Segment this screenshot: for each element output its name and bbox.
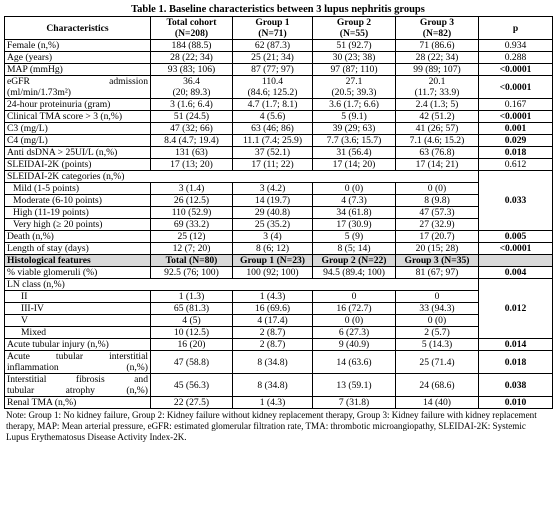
table-title: Table 1. Baseline characteristics between 3 lupus nephritis groups: [131, 4, 425, 15]
value-cell: 81 (67; 97): [396, 267, 479, 279]
value-cell: 17 (30.9): [313, 219, 396, 231]
data-row: [5, 159, 553, 171]
value-cell: 110 (52.9): [151, 207, 233, 219]
p-value-cell: <0.0001: [479, 76, 553, 99]
row-label: Mixed: [5, 327, 151, 339]
value-cell: 51 (92.7): [313, 40, 396, 52]
row-label: II: [5, 291, 151, 303]
value-cell: 8 (5; 14): [313, 243, 396, 255]
value-cell: 6 (27.3): [313, 327, 396, 339]
p-value-cell: 0.018: [479, 351, 553, 374]
value-cell: 34 (61.8): [313, 207, 396, 219]
value-cell: 4 (17.4): [233, 315, 313, 327]
value-cell: 87 (77; 97): [233, 64, 313, 76]
value-cell: 11.1 (7.4; 25.9): [233, 135, 313, 147]
row-label: Clinical TMA score > 3 (n,%): [5, 111, 151, 123]
p-value-cell: 0.010: [479, 397, 553, 409]
value-cell: 17 (14; 20): [313, 159, 396, 171]
data-row: [5, 111, 553, 123]
row-label: C4 (mg/L): [5, 135, 151, 147]
value-cell: 37 (52.1): [233, 147, 313, 159]
value-cell: 3 (4): [233, 231, 313, 243]
value-cell: 30 (23; 38): [313, 52, 396, 64]
value-cell: 1 (1.3): [151, 291, 233, 303]
header-row: [5, 17, 553, 40]
value-cell: 100 (92; 100): [233, 267, 313, 279]
value-cell: 8 (34.8): [233, 351, 313, 374]
value-cell: 8 (9.8): [396, 195, 479, 207]
value-cell: 24 (68.6): [396, 374, 479, 397]
value-cell: 16 (20): [151, 339, 233, 351]
value-cell: 13 (59.1): [313, 374, 396, 397]
p-value-cell: 0.612: [479, 159, 553, 171]
value-cell: 4.7 (1.7; 8.1): [233, 99, 313, 111]
data-row: [5, 64, 553, 76]
histology-header-cell: Total (N=80): [151, 255, 233, 267]
histology-row: [5, 374, 553, 397]
value-cell: 63 (76.8): [396, 147, 479, 159]
value-cell: 51 (24.5): [151, 111, 233, 123]
p-value-cell: 0.005: [479, 231, 553, 243]
value-cell: 17 (13; 20): [151, 159, 233, 171]
value-cell: 14 (63.6): [313, 351, 396, 374]
value-cell: 3 (1.6; 6.4): [151, 99, 233, 111]
p-value-cell: <0.0001: [479, 111, 553, 123]
value-cell: 39 (29; 63): [313, 123, 396, 135]
value-cell: 1 (4.3): [233, 397, 313, 409]
value-cell: 7.1 (4.6; 15.2): [396, 135, 479, 147]
header-cell: p: [479, 17, 553, 40]
row-label: Mild (1-5 points): [5, 183, 151, 195]
row-label: Renal TMA (n,%): [5, 397, 151, 409]
value-cell: 16 (69.6): [233, 303, 313, 315]
data-row: [5, 123, 553, 135]
header-cell: Group 2 (N=55): [313, 17, 396, 40]
histology-header-cell: Group 2 (N=22): [313, 255, 396, 267]
value-cell: 71 (86.6): [396, 40, 479, 52]
header-cell: Total cohort (N=208): [151, 17, 233, 40]
value-cell: 27.1 (20.5; 39.3): [313, 76, 396, 99]
value-cell: 1 (4.3): [233, 291, 313, 303]
ln-class-row: [5, 291, 553, 303]
row-label: C3 (mg/L): [5, 123, 151, 135]
value-cell: 25 (71.4): [396, 351, 479, 374]
value-cell: 62 (87.3): [233, 40, 313, 52]
data-row: [5, 99, 553, 111]
value-cell: 92.5 (76; 100): [151, 267, 233, 279]
value-cell: 7 (31.8): [313, 397, 396, 409]
value-cell: 47 (57.3): [396, 207, 479, 219]
value-cell: 8.4 (4.7; 19.4): [151, 135, 233, 147]
value-cell: 131 (63): [151, 147, 233, 159]
value-cell: 16 (72.7): [313, 303, 396, 315]
value-cell: 5 (9): [313, 231, 396, 243]
header-cell: Characteristics: [5, 17, 151, 40]
row-label: Acute tubular injury (n,%): [5, 339, 151, 351]
row-label: Length of stay (days): [5, 243, 151, 255]
data-row: [5, 231, 553, 243]
ln-class-header-row: [5, 279, 553, 291]
row-label: Death (n,%): [5, 231, 151, 243]
p-value-cell: 0.014: [479, 339, 553, 351]
p-value-cell: 0.934: [479, 40, 553, 52]
ln-class-row: [5, 327, 553, 339]
histology-header-row: [5, 255, 553, 267]
row-label: SLEIDAI-2K (points): [5, 159, 151, 171]
baseline-characteristics-table: [4, 16, 553, 409]
table-note: Note: Group 1: No kidney failure, Group 2: Kidney failure without kidney replacement therapy, Group 3: Kidney failure with kidney replacement therapy, MAP: Mean arterial pressure, eGFR: estimated glomerular filtration rate, TMA: thrombotic microangiopathy, SLEIDAI-2K: Systemic Lupus Erythematosus Disease Activity Index-2K.: [6, 410, 537, 442]
sleidai-category-row: [5, 195, 553, 207]
p-value-cell: 0.001: [479, 123, 553, 135]
p-value-cell: 0.038: [479, 374, 553, 397]
p-value-cell: 0.004: [479, 267, 553, 279]
value-cell: 28 (22; 34): [151, 52, 233, 64]
value-cell: 5 (14.3): [396, 339, 479, 351]
value-cell: 20 (15; 28): [396, 243, 479, 255]
ln-class-row: [5, 315, 553, 327]
value-cell: 4 (7.3): [313, 195, 396, 207]
value-cell: 99 (89; 107): [396, 64, 479, 76]
value-cell: 27 (32.9): [396, 219, 479, 231]
histology-row: [5, 351, 553, 374]
value-cell: 69 (33.2): [151, 219, 233, 231]
value-cell: 4 (5): [151, 315, 233, 327]
sleidai-category-header-row: [5, 171, 553, 183]
value-cell: 26 (12.5): [151, 195, 233, 207]
row-label: III-IV: [5, 303, 151, 315]
value-cell: 8 (34.8): [233, 374, 313, 397]
row-label: Age (years): [5, 52, 151, 64]
value-cell: 3 (1.4): [151, 183, 233, 195]
value-cell: 28 (22; 34): [396, 52, 479, 64]
value-cell: 20.1 (11.7; 33.9): [396, 76, 479, 99]
histology-header-cell: Group 3 (N=35): [396, 255, 479, 267]
p-value-cell: <0.0001: [479, 243, 553, 255]
row-label: Anti dsDNA > 25UI/L (n,%): [5, 147, 151, 159]
value-cell: 41 (26; 57): [396, 123, 479, 135]
value-cell: 4 (5.6): [233, 111, 313, 123]
p-value-cell: 0.167: [479, 99, 553, 111]
p-value-cell: 0.018: [479, 147, 553, 159]
row-label: High (11-19 points): [5, 207, 151, 219]
data-row: [5, 147, 553, 159]
value-cell: 0 (0): [313, 183, 396, 195]
value-cell: 25 (12): [151, 231, 233, 243]
row-label: Interstitial fibrosis and tubular atrophy (n,%): [5, 374, 151, 397]
value-cell: 2.4 (1.3; 5): [396, 99, 479, 111]
p-value-cell: 0.033: [479, 171, 553, 231]
row-label: Female (n,%): [5, 40, 151, 52]
row-label: V: [5, 315, 151, 327]
ln-class-row: [5, 303, 553, 315]
header-cell: Group 3 (N=82): [396, 17, 479, 40]
value-cell: 22 (27.5): [151, 397, 233, 409]
value-cell: 8 (6; 12): [233, 243, 313, 255]
row-label: Moderate (6-10 points): [5, 195, 151, 207]
value-cell: 2 (5.7): [396, 327, 479, 339]
value-cell: 10 (12.5): [151, 327, 233, 339]
value-cell: 3 (4.2): [233, 183, 313, 195]
value-cell: 31 (56.4): [313, 147, 396, 159]
value-cell: 93 (83; 106): [151, 64, 233, 76]
data-row: [5, 135, 553, 147]
histology-header-cell: Group 1 (N=23): [233, 255, 313, 267]
value-cell: 2 (8.7): [233, 327, 313, 339]
value-cell: 0 (0): [396, 315, 479, 327]
value-cell: 9 (40.9): [313, 339, 396, 351]
histology-row: [5, 339, 553, 351]
value-cell: 36.4 (20; 89.3): [151, 76, 233, 99]
data-row: [5, 40, 553, 52]
value-cell: 29 (40.8): [233, 207, 313, 219]
histology-header-cell: Histological features: [5, 255, 151, 267]
row-label: 24-hour proteinuria (gram): [5, 99, 151, 111]
row-label: Very high (≥ 20 points): [5, 219, 151, 231]
value-cell: 0 (0): [396, 183, 479, 195]
value-cell: 97 (87; 110): [313, 64, 396, 76]
value-cell: 25 (35.2): [233, 219, 313, 231]
row-label: Acute tubular interstitial inflammation (n,%): [5, 351, 151, 374]
value-cell: 5 (9.1): [313, 111, 396, 123]
value-cell: 45 (56.3): [151, 374, 233, 397]
value-cell: 7.7 (3.6; 15.7): [313, 135, 396, 147]
value-cell: 25 (21; 34): [233, 52, 313, 64]
value-cell: 47 (58.8): [151, 351, 233, 374]
data-row: [5, 52, 553, 64]
value-cell: 42 (51.2): [396, 111, 479, 123]
group-label: LN class (n,%): [5, 279, 479, 291]
value-cell: 14 (40): [396, 397, 479, 409]
value-cell: 63 (46; 86): [233, 123, 313, 135]
value-cell: 17 (14; 21): [396, 159, 479, 171]
value-cell: 3.6 (1.7; 6.6): [313, 99, 396, 111]
value-cell: 0 (0): [313, 315, 396, 327]
value-cell: 0: [313, 291, 396, 303]
histology-row: [5, 267, 553, 279]
row-label: % viable glomeruli (%): [5, 267, 151, 279]
p-value-cell: 0.012: [479, 279, 553, 339]
value-cell: 94.5 (89.4; 100): [313, 267, 396, 279]
data-row: [5, 243, 553, 255]
histology-header-cell: [479, 255, 553, 267]
value-cell: 17 (11; 22): [233, 159, 313, 171]
header-cell: Group 1 (N=71): [233, 17, 313, 40]
p-value-cell: 0.029: [479, 135, 553, 147]
value-cell: 47 (32; 66): [151, 123, 233, 135]
value-cell: 33 (94.3): [396, 303, 479, 315]
sleidai-category-row: [5, 219, 553, 231]
p-value-cell: 0.288: [479, 52, 553, 64]
data-row: [5, 76, 553, 99]
p-value-cell: <0.0001: [479, 64, 553, 76]
group-label: SLEIDAI-2K categories (n,%): [5, 171, 479, 183]
histology-row: [5, 397, 553, 409]
value-cell: 65 (81.3): [151, 303, 233, 315]
value-cell: 0: [396, 291, 479, 303]
value-cell: 2 (8.7): [233, 339, 313, 351]
row-label: MAP (mmHg): [5, 64, 151, 76]
value-cell: 17 (20.7): [396, 231, 479, 243]
sleidai-category-row: [5, 207, 553, 219]
sleidai-category-row: [5, 183, 553, 195]
value-cell: 184 (88.5): [151, 40, 233, 52]
value-cell: 12 (7; 20): [151, 243, 233, 255]
document: [4, 0, 552, 443]
value-cell: 14 (19.7): [233, 195, 313, 207]
value-cell: 110.4 (84.6; 125.2): [233, 76, 313, 99]
row-label: eGFR admission (ml/min/1.73m²): [5, 76, 151, 99]
